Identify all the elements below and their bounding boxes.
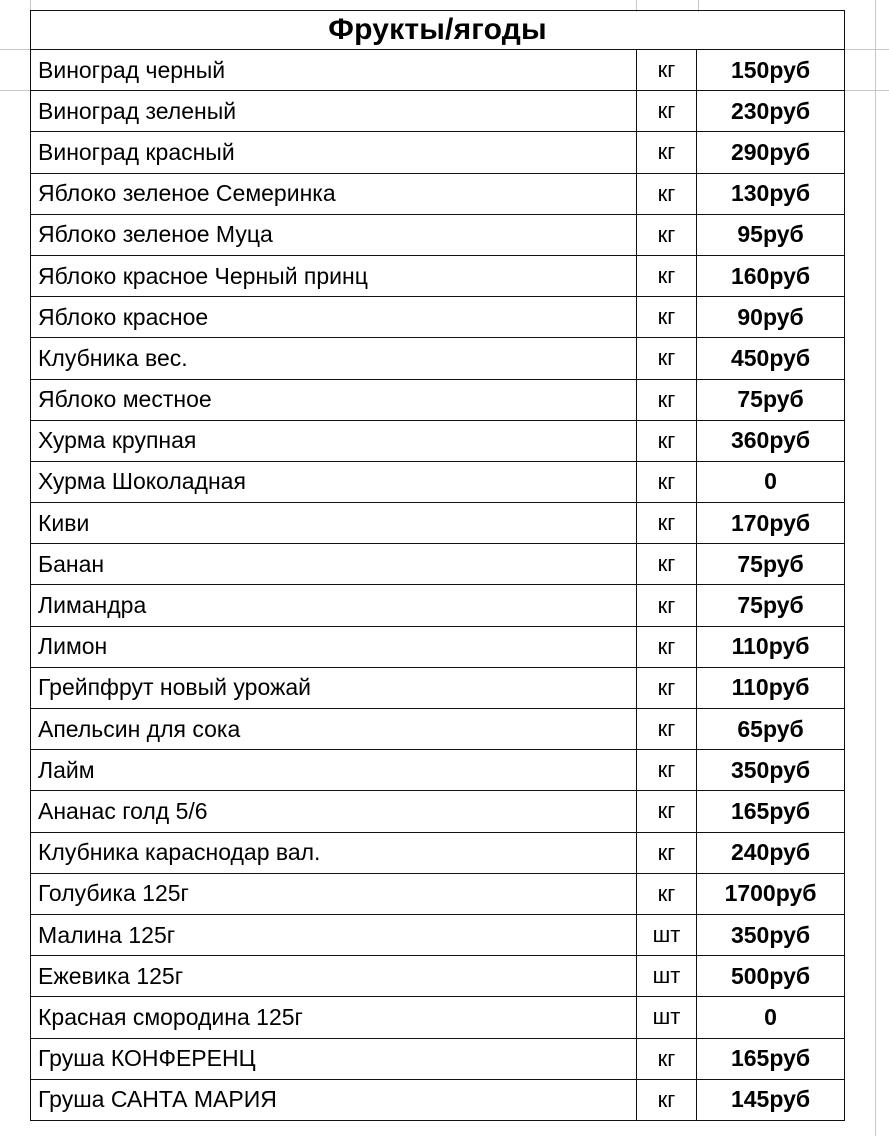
product-name-cell[interactable]: Ананас голд 5/6 — [31, 791, 637, 832]
unit-cell[interactable]: кг — [637, 791, 697, 832]
empty-cell[interactable] — [431, 338, 637, 379]
table-row — [31, 544, 845, 585]
price-cell[interactable]: 95руб — [697, 214, 845, 255]
price-cell[interactable]: 75руб — [697, 544, 845, 585]
empty-cell[interactable] — [431, 297, 637, 338]
unit-cell[interactable]: шт — [637, 997, 697, 1038]
product-name-cell[interactable]: Голубика 125г — [31, 873, 637, 914]
table-row — [31, 214, 845, 255]
table-title[interactable]: Фрукты/ягоды — [31, 11, 845, 50]
unit-cell[interactable]: кг — [637, 667, 697, 708]
unit-cell[interactable]: кг — [637, 132, 697, 173]
unit-cell[interactable]: кг — [637, 255, 697, 296]
unit-cell[interactable]: кг — [637, 173, 697, 214]
unit-cell[interactable]: кг — [637, 709, 697, 750]
product-name-cell[interactable]: Клубника караснодар вал. — [31, 832, 637, 873]
product-name-cell[interactable]: Киви — [31, 503, 637, 544]
unit-cell[interactable]: кг — [637, 750, 697, 791]
price-cell[interactable]: 75руб — [697, 585, 845, 626]
unit-cell[interactable]: кг — [637, 503, 697, 544]
table-row — [31, 832, 845, 873]
product-name-cell[interactable]: Хурма крупная — [31, 420, 637, 461]
price-cell[interactable]: 150руб — [697, 50, 845, 91]
product-name-cell[interactable]: Ежевика 125г — [31, 956, 637, 997]
product-name-cell[interactable]: Груша САНТА МАРИЯ — [31, 1079, 637, 1120]
table-row — [31, 626, 845, 667]
empty-cell[interactable] — [431, 173, 637, 214]
unit-cell[interactable]: кг — [637, 585, 697, 626]
product-name-cell[interactable]: Виноград красный — [31, 132, 431, 173]
table-row — [31, 297, 845, 338]
unit-cell[interactable]: кг — [637, 338, 697, 379]
product-name-cell[interactable]: Апельсин для сока — [31, 709, 637, 750]
product-name-cell[interactable]: Яблоко зеленое Семеринка — [31, 173, 431, 214]
unit-cell[interactable]: кг — [637, 1038, 697, 1079]
empty-cell[interactable] — [431, 132, 637, 173]
gridline — [0, 49, 30, 50]
product-name-cell[interactable]: Лайм — [31, 750, 637, 791]
table-row — [31, 91, 845, 132]
unit-cell[interactable]: кг — [637, 626, 697, 667]
table-row — [31, 173, 845, 214]
unit-cell[interactable]: кг — [637, 1079, 697, 1120]
empty-cell[interactable] — [431, 214, 637, 255]
table-row — [31, 873, 845, 914]
unit-cell[interactable]: кг — [637, 832, 697, 873]
table-row — [31, 1038, 845, 1079]
product-name-cell[interactable]: Грейпфрут новый урожай — [31, 667, 637, 708]
gridline — [0, 90, 30, 91]
product-name-cell[interactable]: Лимон — [31, 626, 637, 667]
table-row — [31, 709, 845, 750]
product-name-cell[interactable]: Яблоко местное — [31, 379, 637, 420]
empty-cell[interactable] — [431, 50, 637, 91]
table-row — [31, 956, 845, 997]
price-cell[interactable]: 0 — [697, 461, 845, 502]
table-row — [31, 461, 845, 502]
price-cell[interactable]: 230руб — [697, 91, 845, 132]
table-row — [31, 1079, 845, 1120]
table-row — [31, 914, 845, 955]
gridline — [844, 90, 889, 91]
product-name-cell[interactable]: Красная смородина 125г — [31, 997, 637, 1038]
unit-cell[interactable]: кг — [637, 420, 697, 461]
price-cell[interactable]: 350руб — [697, 914, 845, 955]
unit-cell[interactable]: кг — [637, 91, 697, 132]
price-cell[interactable]: 500руб — [697, 956, 845, 997]
empty-cell[interactable] — [431, 91, 637, 132]
price-cell[interactable]: 0 — [697, 997, 845, 1038]
price-table — [30, 10, 845, 1121]
price-cell[interactable]: 170руб — [697, 503, 845, 544]
unit-cell[interactable]: кг — [637, 297, 697, 338]
price-cell[interactable]: 110руб — [697, 667, 845, 708]
table-row — [31, 750, 845, 791]
table-row — [31, 132, 845, 173]
table-row — [31, 791, 845, 832]
table-row — [31, 255, 845, 296]
price-cell[interactable]: 165руб — [697, 791, 845, 832]
price-cell[interactable]: 130руб — [697, 173, 845, 214]
title-row — [31, 11, 845, 50]
product-name-cell[interactable]: Хурма Шоколадная — [31, 461, 637, 502]
table-row — [31, 997, 845, 1038]
product-name-cell[interactable]: Яблоко красное Черный принц — [31, 255, 637, 296]
price-cell[interactable]: 1700руб — [697, 873, 845, 914]
gridline — [875, 0, 876, 1136]
unit-cell[interactable]: шт — [637, 956, 697, 997]
price-cell[interactable]: 160руб — [697, 255, 845, 296]
product-name-cell[interactable]: Виноград зеленый — [31, 91, 431, 132]
price-cell[interactable]: 350руб — [697, 750, 845, 791]
product-name-cell[interactable]: Лимандра — [31, 585, 637, 626]
unit-cell[interactable]: кг — [637, 50, 697, 91]
table-row — [31, 503, 845, 544]
price-cell[interactable]: 110руб — [697, 626, 845, 667]
table-row — [31, 420, 845, 461]
price-cell[interactable]: 165руб — [697, 1038, 845, 1079]
unit-cell[interactable]: кг — [637, 461, 697, 502]
table-row — [31, 379, 845, 420]
unit-cell[interactable]: кг — [637, 214, 697, 255]
price-cell[interactable]: 90руб — [697, 297, 845, 338]
table-row — [31, 338, 845, 379]
unit-cell[interactable]: кг — [637, 873, 697, 914]
table-row — [31, 50, 845, 91]
table-row — [31, 585, 845, 626]
product-name-cell[interactable]: Яблоко красное — [31, 297, 431, 338]
unit-cell[interactable]: кг — [637, 544, 697, 585]
product-name-cell[interactable]: Малина 125г — [31, 914, 637, 955]
price-cell[interactable]: 290руб — [697, 132, 845, 173]
price-cell[interactable]: 240руб — [697, 832, 845, 873]
product-name-cell[interactable]: Банан — [31, 544, 637, 585]
price-cell[interactable]: 145руб — [697, 1079, 845, 1120]
product-name-cell[interactable]: Яблоко зеленое Муца — [31, 214, 431, 255]
price-cell[interactable]: 65руб — [697, 709, 845, 750]
price-cell[interactable]: 360руб — [697, 420, 845, 461]
product-name-cell[interactable]: Виноград черный — [31, 50, 431, 91]
price-cell[interactable]: 75руб — [697, 379, 845, 420]
table-row — [31, 667, 845, 708]
unit-cell[interactable]: кг — [637, 379, 697, 420]
unit-cell[interactable]: шт — [637, 914, 697, 955]
gridline — [844, 49, 889, 50]
product-name-cell[interactable]: Груша КОНФЕРЕНЦ — [31, 1038, 637, 1079]
product-name-cell[interactable]: Клубника вес. — [31, 338, 431, 379]
price-cell[interactable]: 450руб — [697, 338, 845, 379]
